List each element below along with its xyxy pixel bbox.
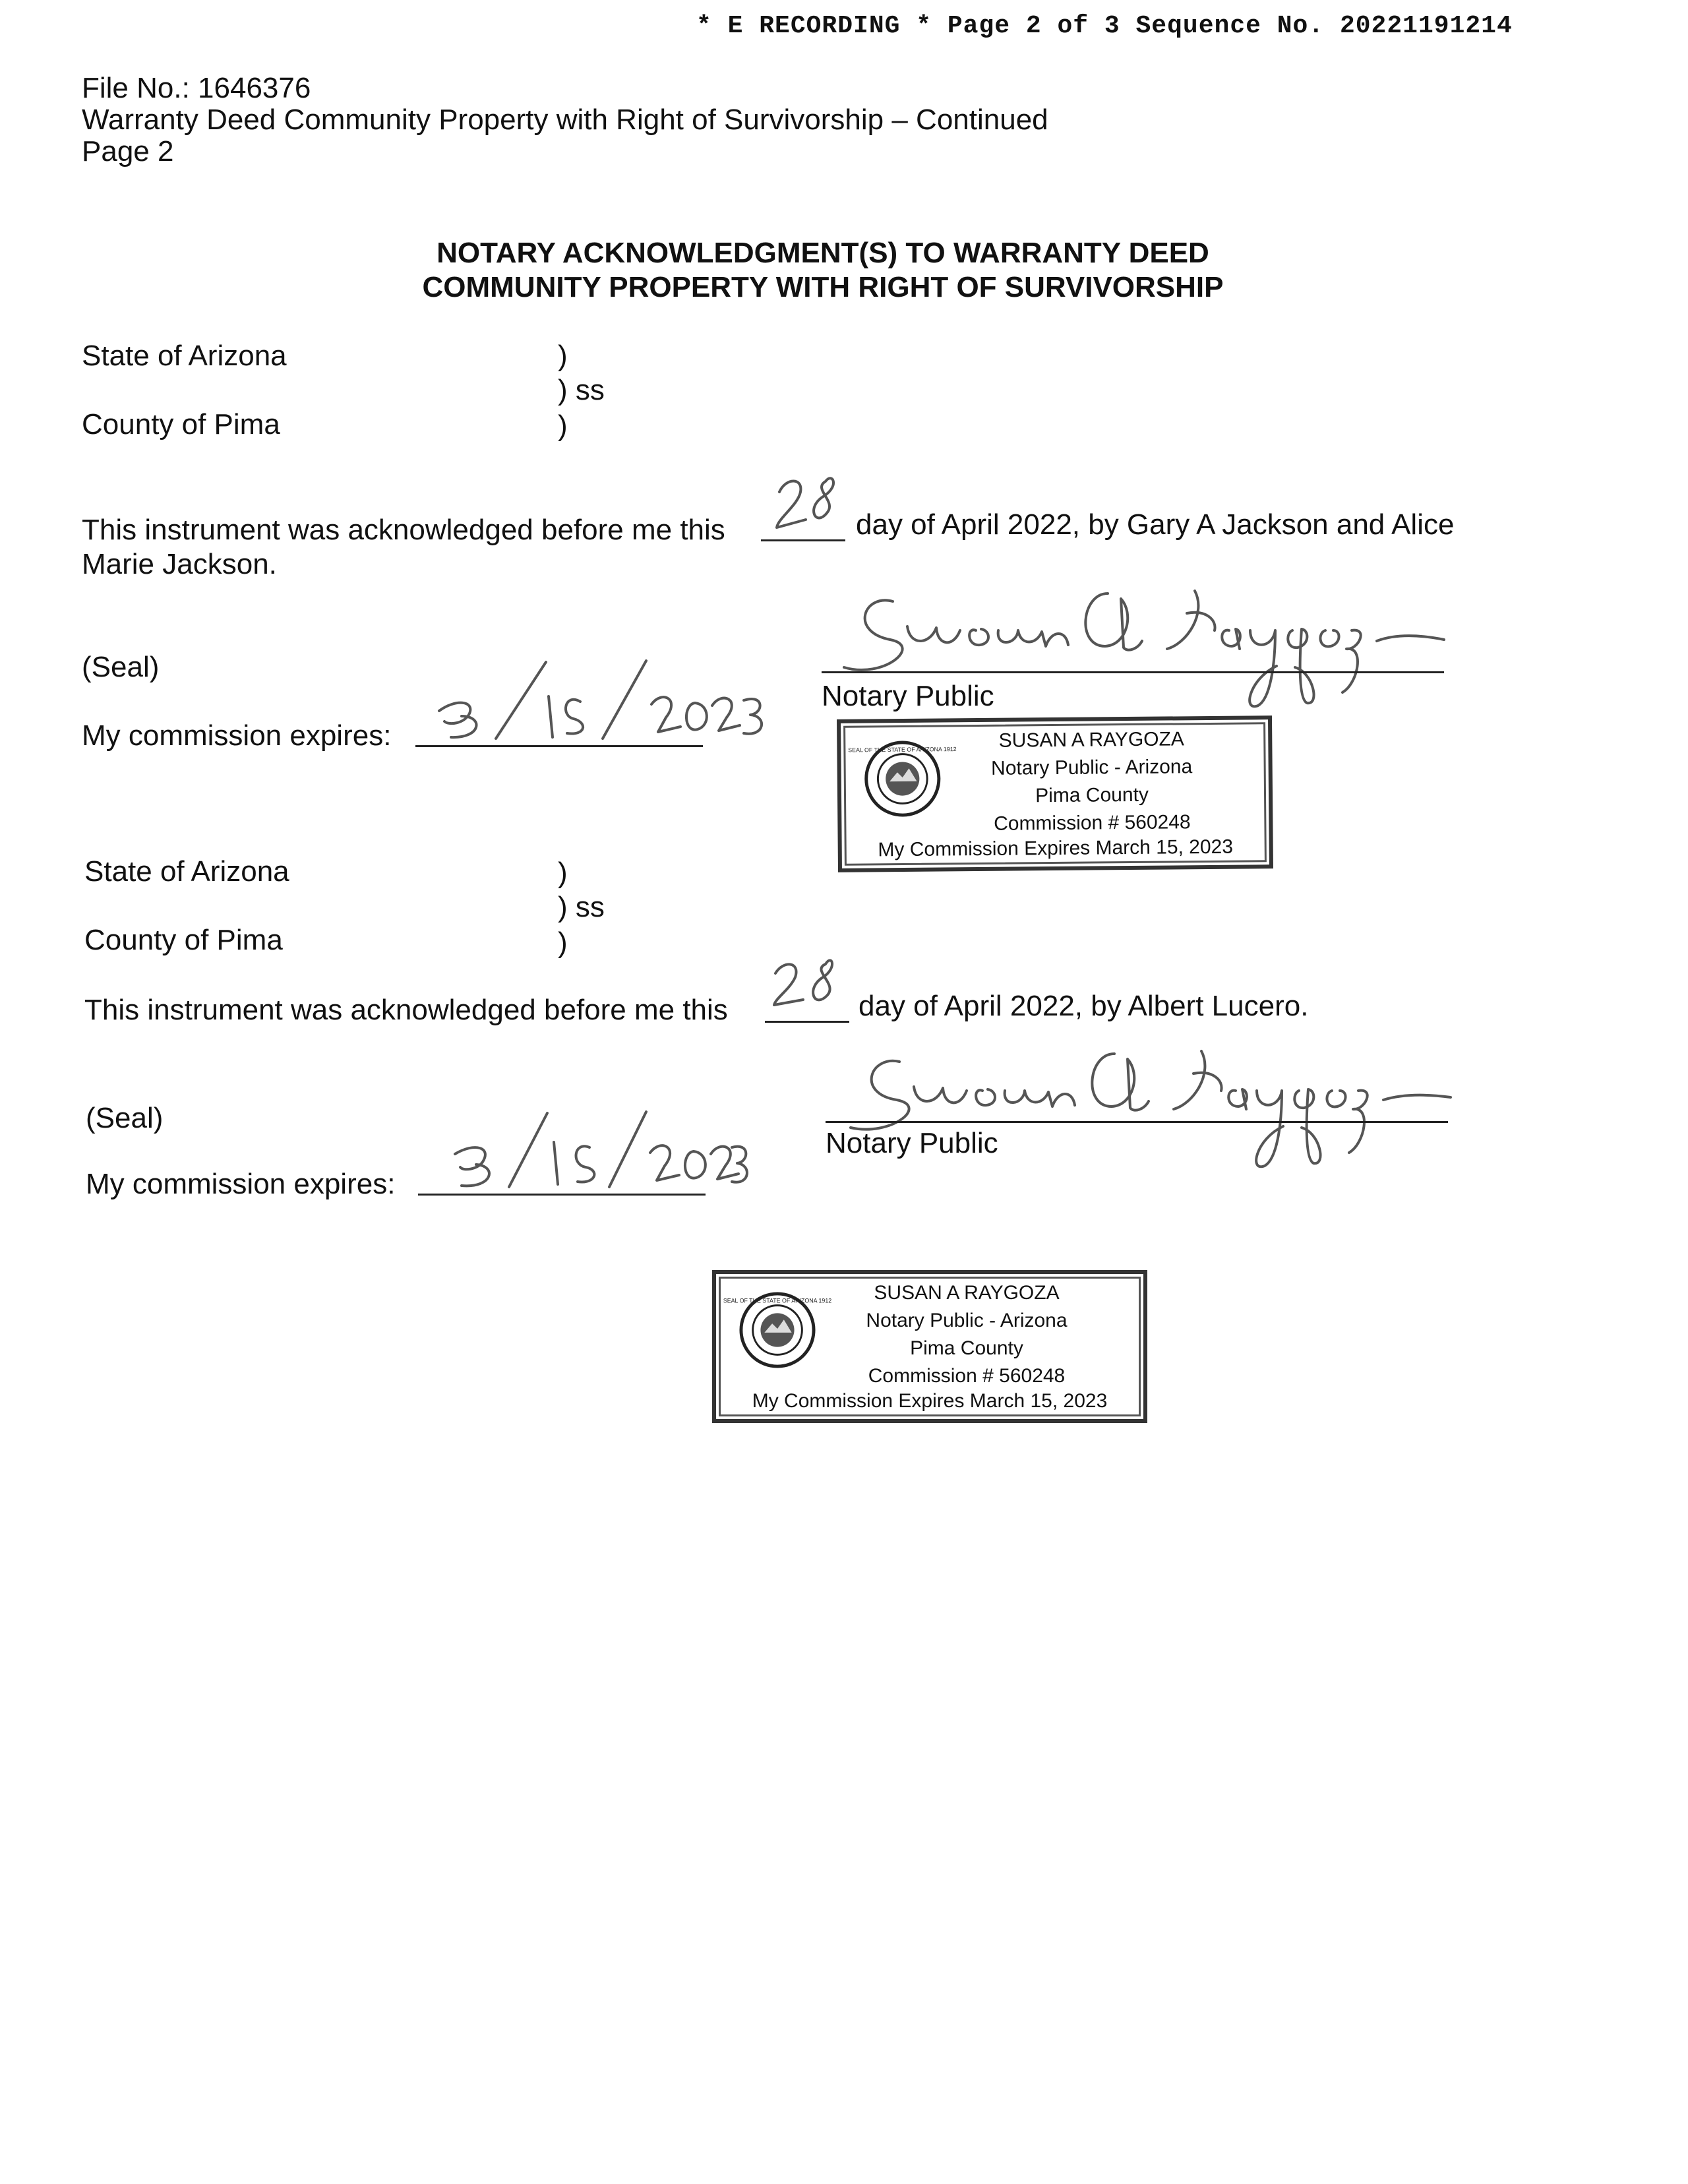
state-seal-icon — [723, 1291, 832, 1369]
handwritten-commission-date — [435, 653, 765, 752]
document-title: Warranty Deed Community Property with Right of Survivorship – Continued — [82, 104, 1048, 136]
stamp-expires: My Commission Expires March 15, 2023 — [878, 835, 1234, 861]
ack-text-before: This instrument was acknowledged before me this — [82, 514, 725, 546]
stamp-county: Pima County — [1035, 783, 1149, 807]
ack-text-after: day of April 2022, by Gary A Jackson and Alice — [856, 508, 1455, 541]
ack-text-line2: Marie Jackson. — [82, 548, 277, 580]
state-label: State of Arizona — [82, 340, 287, 372]
paren: ) — [558, 340, 568, 372]
ss-label: ) ss — [558, 374, 605, 406]
stamp-expires: My Commission Expires March 15, 2023 — [752, 1390, 1108, 1412]
seal-label: (Seal) — [82, 651, 160, 683]
acknowledgment-title — [295, 236, 1350, 305]
notary-stamp — [837, 715, 1273, 872]
seal-text: SEAL OF THE STATE OF ARIZONA 1912 — [723, 1297, 832, 1304]
signature-line — [826, 1121, 1448, 1123]
notary-public-label: Notary Public — [822, 680, 994, 712]
day-blank — [761, 539, 845, 541]
county-label: County of Pima — [84, 924, 283, 956]
page-number: Page 2 — [82, 135, 174, 167]
stamp-title: Notary Public - Arizona — [990, 756, 1193, 779]
notary-public-label: Notary Public — [826, 1127, 998, 1159]
notary-stamp — [712, 1270, 1147, 1423]
handwritten-commission-date — [448, 1101, 752, 1200]
seal-text: SEAL OF THE STATE OF ARIZONA 1912 — [848, 746, 957, 754]
stamp-details — [822, 1279, 1112, 1390]
stamp-title: Notary Public - Arizona — [866, 1310, 1068, 1331]
state-label: State of Arizona — [84, 855, 289, 888]
commission-label: My commission expires: — [82, 719, 392, 752]
handwritten-day — [770, 947, 849, 1019]
stamp-commission: Commission # 560248 — [993, 811, 1191, 835]
ss-label: ) ss — [558, 891, 605, 923]
stamp-name: SUSAN A RAYGOZA — [874, 1282, 1060, 1304]
stamp-name: SUSAN A RAYGOZA — [998, 728, 1185, 752]
paren: ) — [558, 926, 568, 959]
file-number: File No.: 1646376 — [82, 72, 311, 104]
title-line-2: COMMUNITY PROPERTY WITH RIGHT OF SURVIVORSHIP — [422, 270, 1224, 303]
title-line-1: NOTARY ACKNOWLEDGMENT(S) TO WARRANTY DEED — [437, 237, 1209, 269]
stamp-details — [946, 725, 1237, 839]
seal-label: (Seal) — [86, 1102, 164, 1134]
county-label: County of Pima — [82, 408, 280, 440]
signature-line — [822, 671, 1444, 673]
notary-signature — [851, 1029, 1457, 1187]
ack-text-before: This instrument was acknowledged before me this — [84, 994, 728, 1026]
stamp-county: Pima County — [910, 1337, 1023, 1359]
commission-label: My commission expires: — [86, 1168, 396, 1200]
stamp-commission: Commission # 560248 — [868, 1365, 1066, 1387]
recording-header: * E RECORDING * Page 2 of 3 Sequence No. 20221191214 — [696, 12, 1513, 40]
day-blank — [765, 1021, 849, 1023]
paren: ) — [558, 857, 568, 889]
paren: ) — [558, 410, 568, 442]
ack-text-after: day of April 2022, by Albert Lucero. — [859, 990, 1309, 1022]
handwritten-day — [771, 467, 851, 539]
state-seal-icon — [848, 740, 957, 818]
